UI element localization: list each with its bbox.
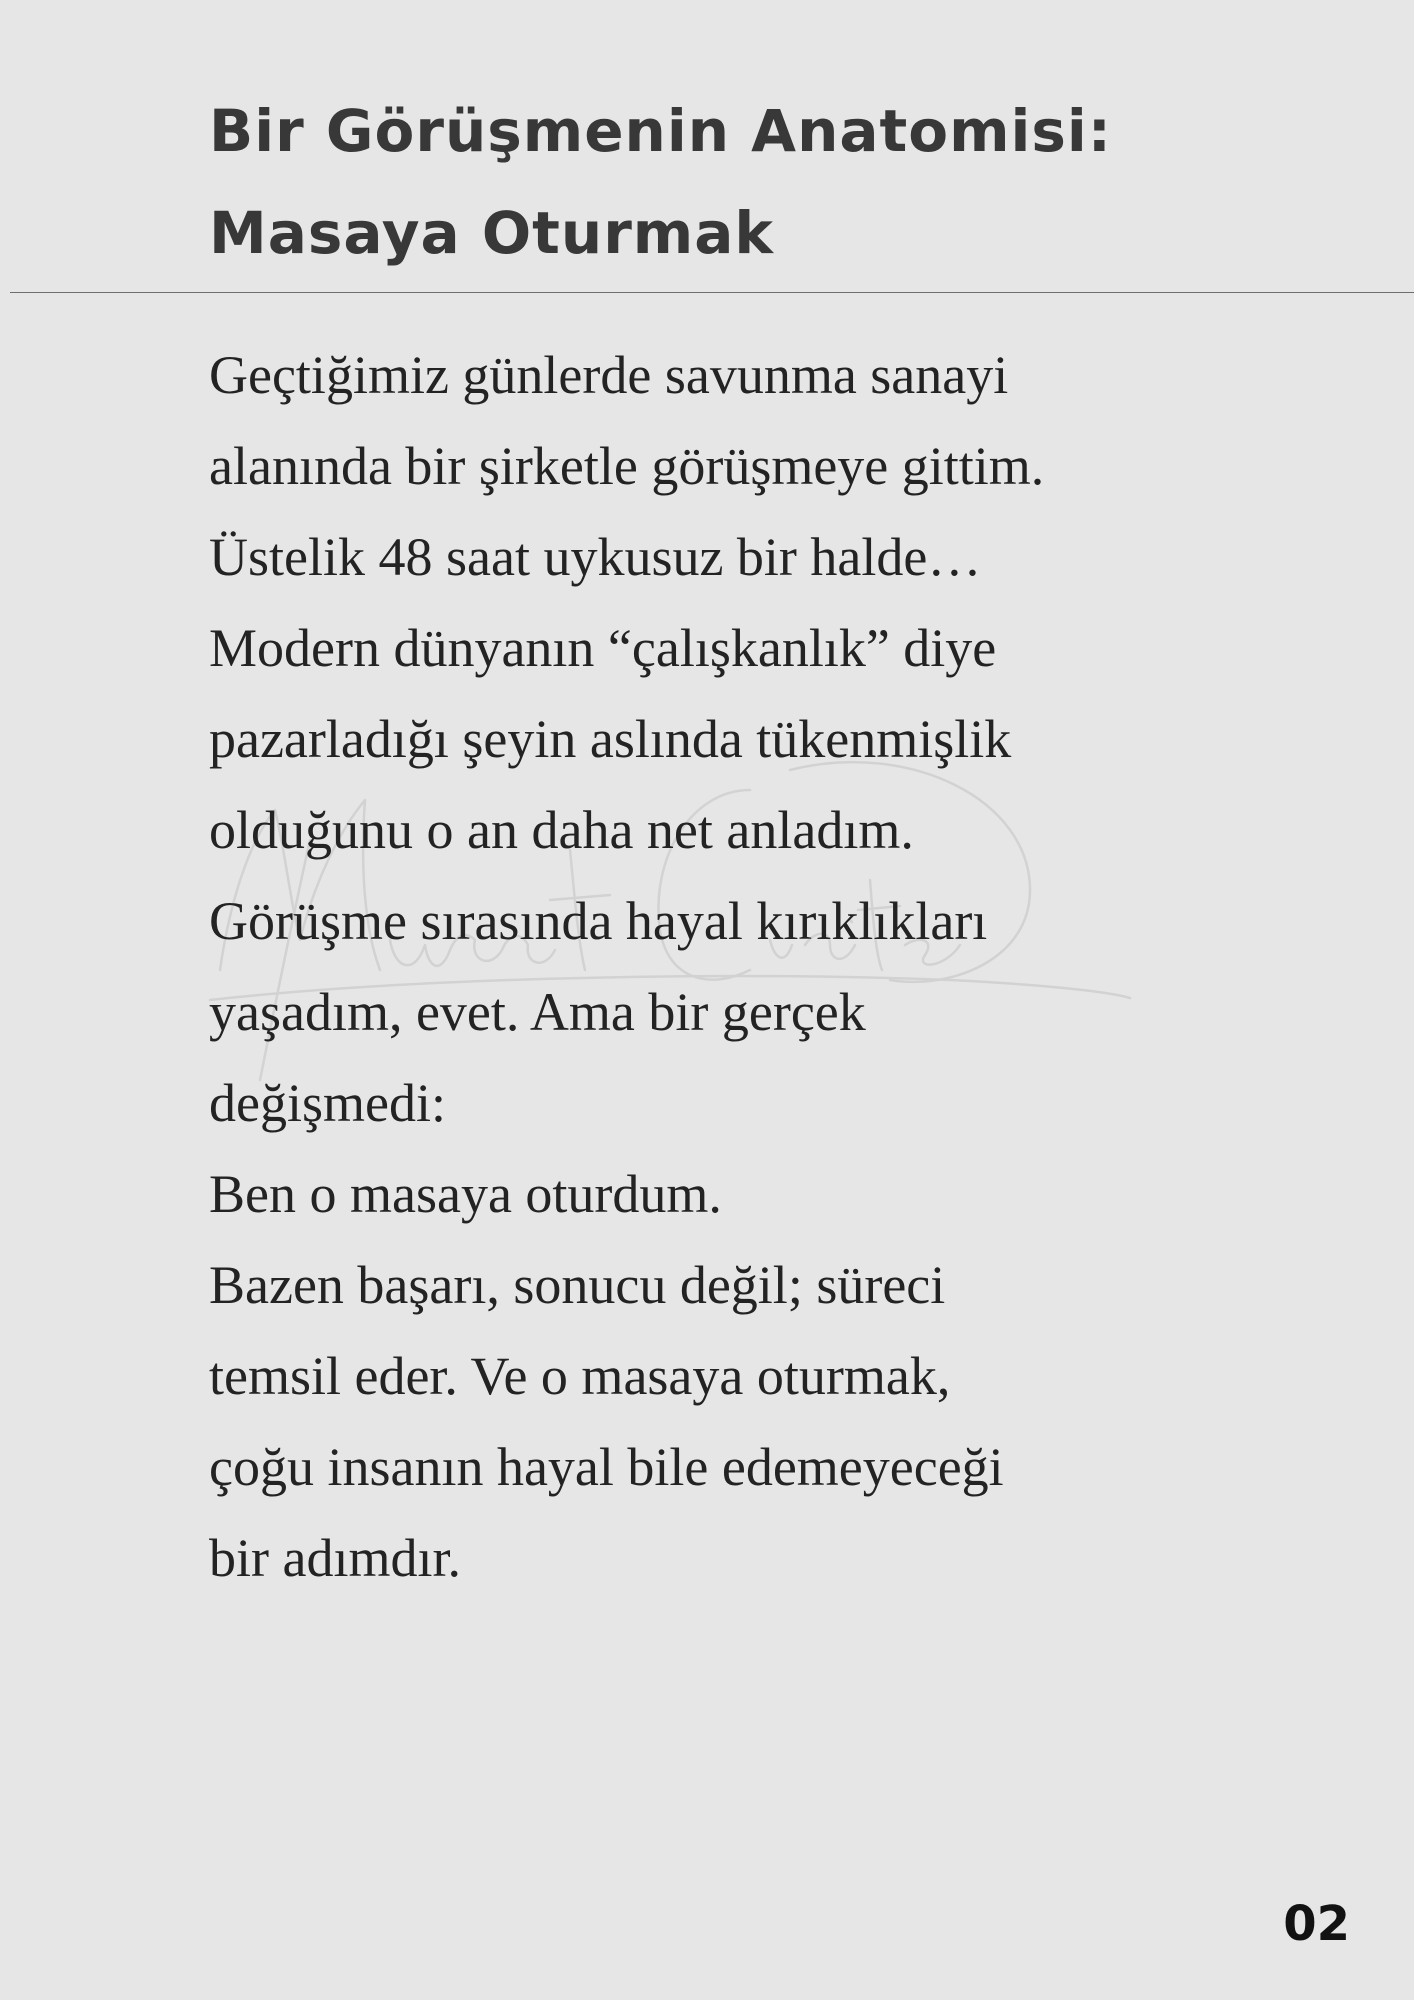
body-line: alanında bir şirketle görüşmeye gittim. [209,436,1045,496]
title-line-2: Masaya Oturmak [209,199,774,267]
body-line: Üstelik 48 saat uykusuz bir halde… [209,527,982,587]
body-line: pazarladığı şeyin aslında tükenmişlik [209,709,1012,769]
body-line: Görüşme sırasında hayal kırıklıkları [209,891,988,951]
title-line-1: Bir Görüşmenin Anatomisi: [209,97,1112,165]
body-line: olduğunu o an daha net anladım. [209,800,914,860]
body-line: Ben o masaya oturdum. [209,1164,722,1224]
body-line: Bazen başarı, sonucu değil; süreci [209,1255,946,1315]
article-body [209,330,1044,1604]
body-line: çoğu insanın hayal bile edemeyeceği [209,1437,1004,1497]
body-line: bir adımdır. [209,1528,461,1588]
body-line: yaşadım, evet. Ama bir gerçek [209,982,866,1042]
page-title [209,80,1112,284]
title-divider [10,292,1414,293]
body-line: temsil eder. Ve o masaya oturmak, [209,1346,951,1406]
page-number: 02 [1283,1896,1350,1952]
body-line: Geçtiğimiz günlerde savunma sanayi [209,345,1009,405]
body-line: değişmedi: [209,1073,446,1133]
body-line: Modern dünyanın “çalışkanlık” diye [209,618,997,678]
